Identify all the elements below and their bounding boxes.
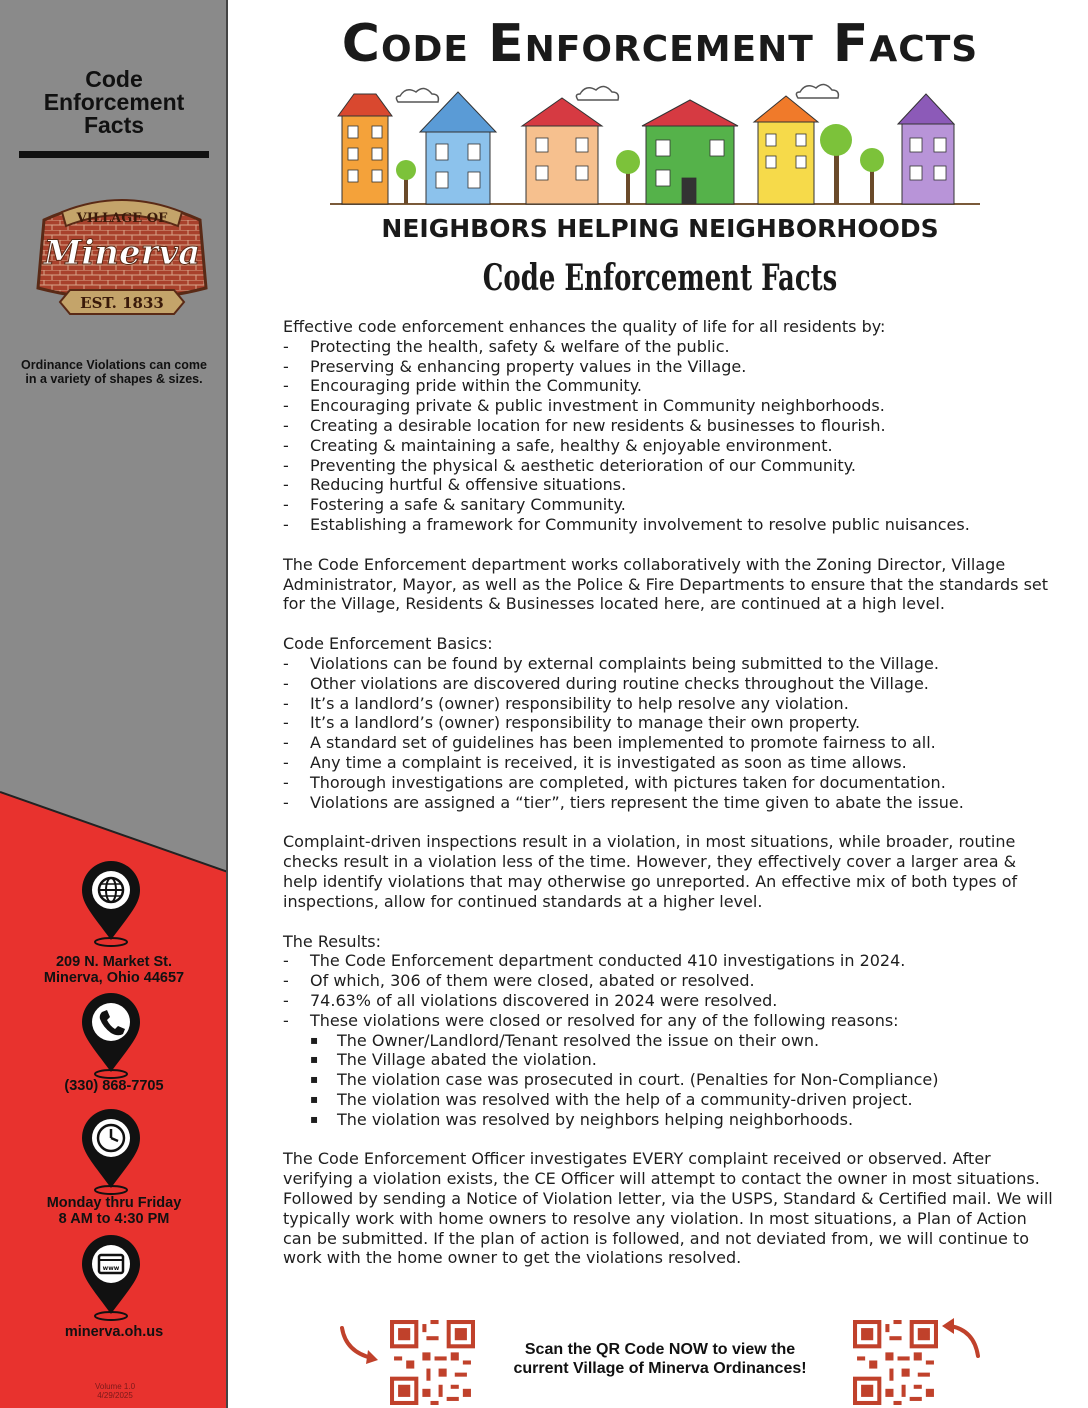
website-label [0, 1324, 228, 1340]
sidebar [0, 0, 228, 1408]
list-item: ▪ The Owner/Landlord/Tenant resolved the issue on their own. [283, 1031, 1053, 1051]
volume-line: 4/29/2025 [97, 1391, 133, 1400]
list-item: - Preserving & enhancing property values in the Village. [283, 357, 1053, 377]
volume-line: Volume 1.0 [94, 1382, 136, 1391]
curved-arrow-icon [938, 1316, 984, 1362]
address-line: Minerva, Ohio 44657 [43, 970, 185, 986]
main-content [283, 317, 1053, 1268]
address-label [0, 954, 228, 986]
hours-line: 8 AM to 4:30 PM [58, 1211, 170, 1227]
benefits-list [283, 337, 1053, 535]
inspections-paragraph: Complaint-driven inspections result in a violation, in most situations, while broader, routine checks result in a violation less of the time. However, they effectively cover a larger area & help identify violations that may otherwise go unreported. An effective mix of both types of inspections, allow for continued standards at a higher level. [283, 832, 1018, 911]
clock-icon [78, 1106, 144, 1196]
curved-arrow-icon [336, 1322, 382, 1368]
list-item: - It’s a landlord’s (owner) responsibility to manage their own property. [283, 713, 1053, 733]
list-item: - Other violations are discovered during routine checks throughout the Village. [283, 674, 1053, 694]
list-item: - Fostering a safe & sanitary Community. [283, 495, 1053, 515]
list-item: - Establishing a framework for Community involvement to resolve public nuisances. [283, 515, 1053, 535]
sidebar-title-line: Code [85, 66, 143, 92]
colorful-houses-illustration [330, 82, 980, 212]
list-item: - Thorough investigations are completed, with pictures taken for documentation. [283, 773, 1053, 793]
list-item: - Violations can be found by external complaints being submitted to the Village. [283, 654, 1053, 674]
department-paragraph: The Code Enforcement department works collaboratively with the Zoning Director, Village Administrator, Mayor, as well as the Police & Fire Departments to ensure that the standards set for the Village, Residents & Businesses located here, are continued at a high level. [283, 554, 1049, 614]
logo-top-text: VILLAGE OF [76, 211, 168, 226]
sidebar-divider [19, 151, 209, 158]
list-item: ▪ The Village abated the violation. [283, 1050, 1053, 1070]
list-item: - 74.63% of all violations discovered in 2024 were resolved. [283, 991, 1053, 1011]
results-list [283, 951, 1053, 1030]
website-url[interactable]: minerva.oh.us [64, 1324, 164, 1340]
page-title: Code Enforcement Facts [341, 14, 979, 74]
globe-icon [78, 858, 144, 948]
qr-instruction-line: current Village of Minerva Ordinances! [513, 1360, 807, 1377]
sidebar-note-line: Ordinance Violations can come [21, 358, 207, 372]
slogan: NEIGHBORS HELPING NEIGHBORHOODS [381, 214, 939, 243]
list-item: ▪ The violation was resolved by neighbors helping neighborhoods. [283, 1110, 1053, 1130]
qr-instructions [470, 1340, 850, 1378]
list-item: - Encouraging pride within the Community. [283, 376, 1053, 396]
website-icon [78, 1232, 144, 1322]
address-line: 209 N. Market St. [55, 954, 173, 970]
logo-name-text: Minerva [43, 233, 201, 273]
list-item: - Violations are assigned a “tier”, tiers represent the time given to abate the issue. [283, 793, 1053, 813]
reasons-list [283, 1031, 1053, 1130]
logo-est-text: EST. 1833 [80, 294, 164, 312]
list-item: - The Code Enforcement department conducted 410 investigations in 2024. [283, 951, 1053, 971]
list-item: ▪ The violation case was prosecuted in court. (Penalties for Non-Compliance) [283, 1070, 1053, 1090]
officer-paragraph: The Code Enforcement Officer investigates EVERY complaint received or observed. After verifying a violation exists, the CE Officer will attempt to contact the owner in most situations. Followed by sending a Notice of Violation letter, via the USPS, Standard & Certified mail. We will typically work with home owners to resolve any violation. In most situations, a Plan of Action can be submitted. If the plan of action is followed, and not deviated from, we will continue to work with the home owner to get the violations resolved. [283, 1149, 1053, 1268]
basics-list [283, 654, 1053, 812]
sidebar-note [6, 358, 222, 386]
qr-code-left[interactable] [390, 1320, 475, 1405]
list-item: - Creating a desirable location for new residents & businesses to flourish. [283, 416, 1053, 436]
list-item: - Preventing the physical & aesthetic deterioration of our Community. [283, 456, 1053, 476]
list-item: - Protecting the health, safety & welfare of the public. [283, 337, 1053, 357]
hours-label [0, 1195, 228, 1227]
sidebar-note-line: in a variety of shapes & sizes. [25, 372, 203, 386]
list-item: - Of which, 306 of them were closed, abated or resolved. [283, 971, 1053, 991]
hours-line: Monday thru Friday [46, 1195, 182, 1211]
list-item: - Creating & maintaining a safe, healthy & enjoyable environment. [283, 436, 1053, 456]
list-item: - A standard set of guidelines has been implemented to promote fairness to all. [283, 733, 1053, 753]
phone-number: (330) 868-7705 [64, 1078, 164, 1094]
sidebar-title-line: Enforcement [43, 89, 185, 115]
volume-info [60, 1382, 170, 1400]
subtitle: Code Enforcement Facts [482, 257, 838, 299]
village-of-minerva-logo [24, 190, 220, 326]
qr-code-right[interactable] [853, 1320, 938, 1405]
basics-heading: Code Enforcement Basics: [283, 634, 493, 654]
list-item: - It’s a landlord’s (owner) responsibility to help resolve any violation. [283, 694, 1053, 714]
intro-heading: Effective code enforcement enhances the quality of life for all residents by: [283, 317, 886, 336]
list-item: - Encouraging private & public investment in Community neighborhoods. [283, 396, 1053, 416]
sidebar-title [0, 68, 228, 137]
sidebar-title-line: Facts [83, 112, 145, 138]
list-item: ▪ The violation was resolved with the help of a community-driven project. [283, 1090, 1053, 1110]
list-item: - Any time a complaint is received, it is investigated as soon as time allows. [283, 753, 1053, 773]
list-item: - Reducing hurtful & offensive situations. [283, 475, 1053, 495]
qr-instruction-line: Scan the QR Code NOW to view the [524, 1341, 796, 1358]
phone-icon [78, 990, 144, 1080]
list-item: - These violations were closed or resolved for any of the following reasons: [283, 1011, 1053, 1031]
results-heading: The Results: [283, 931, 382, 951]
phone-label [0, 1078, 228, 1094]
svg-text:www: www [102, 1265, 120, 1272]
